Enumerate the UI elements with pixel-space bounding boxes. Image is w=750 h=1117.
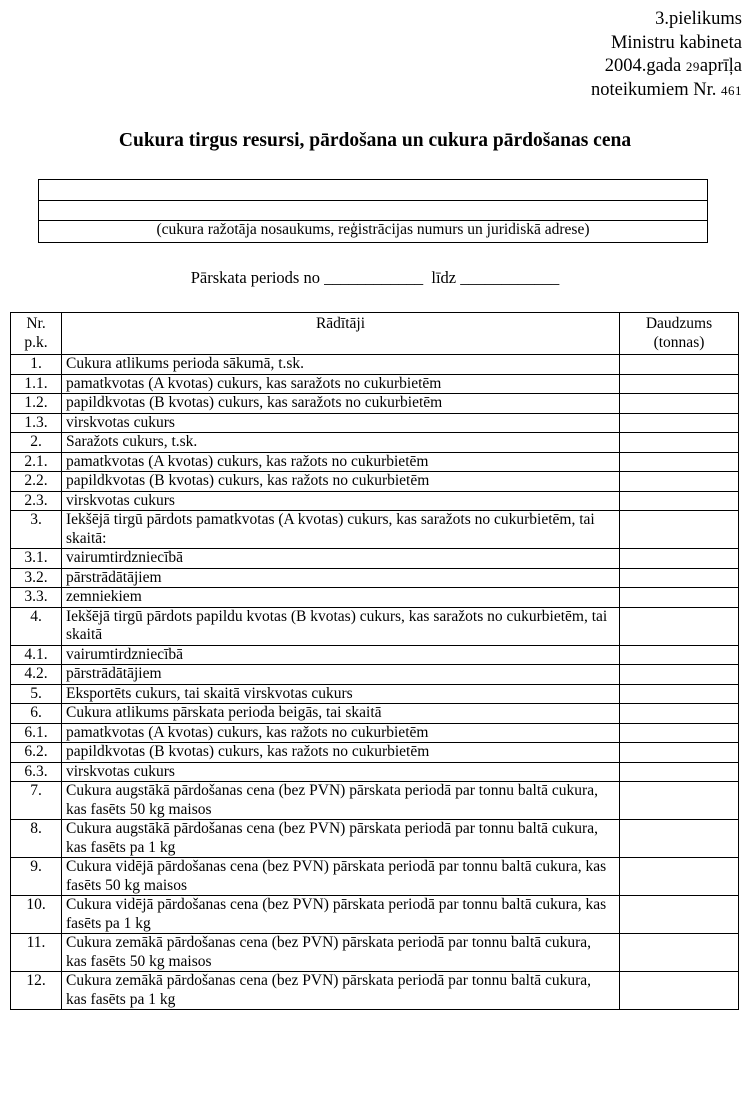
row-number: 10. [11,896,62,934]
table-row [11,762,739,782]
row-indicator: pamatkvotas (A kvotas) cukurs, kas ražots no cukurbietēm [62,723,620,743]
row-number: 3. [11,511,62,549]
row-indicator: vairumtirdzniecībā [62,549,620,569]
table-row [11,896,739,934]
row-indicator: Cukura augstākā pārdošanas cena (bez PVN) pārskata periodā par tonnu baltā cukura, kas fasēts pa 1 kg [62,820,620,858]
table-row [11,511,739,549]
row-quantity-cell[interactable] [620,896,739,934]
producer-caption: (cukura ražotāja nosaukums, reģistrācijas numurs un juridiskā adrese) [156,221,590,238]
table-row [11,743,739,763]
table-row [11,665,739,685]
row-quantity-cell[interactable] [620,743,739,763]
table-row [11,782,739,820]
row-indicator: Cukura atlikums perioda sākumā, t.sk. [62,355,620,375]
row-quantity-cell[interactable] [620,472,739,492]
period-from-blank: ____________ [324,268,424,287]
row-indicator: Cukura atlikums pārskata perioda beigās, tai skaitā [62,704,620,724]
producer-info-box [38,179,708,243]
table-row [11,433,739,453]
table-row [11,934,739,972]
row-indicator: Cukura vidējā pārdošanas cena (bez PVN) pārskata periodā par tonnu baltā cukura, kas fasēts pa 1 kg [62,896,620,934]
producer-line-1 [39,200,707,201]
row-quantity-cell[interactable] [620,588,739,608]
row-quantity-cell[interactable] [620,723,739,743]
row-quantity-cell[interactable] [620,394,739,414]
row-quantity-cell[interactable] [620,549,739,569]
row-indicator: pārstrādātājiem [62,568,620,588]
row-indicator: papildkvotas (B kvotas) cukurs, kas ražots no cukurbietēm [62,472,620,492]
annex-regulation [522,79,742,103]
row-number: 2.3. [11,491,62,511]
row-indicator: papildkvotas (B kvotas) cukurs, kas saražots no cukurbietēm [62,394,620,414]
row-number: 8. [11,820,62,858]
row-quantity-cell[interactable] [620,762,739,782]
reporting-period [0,268,750,288]
annex-month: aprīļa [699,56,742,76]
annex-issuer: Ministru kabineta [610,32,742,53]
row-number: 6. [11,704,62,724]
row-quantity-cell[interactable] [620,374,739,394]
row-number: 2.1. [11,452,62,472]
row-quantity-cell[interactable] [620,433,739,453]
table-header-row [11,313,739,355]
row-number: 5. [11,684,62,704]
row-quantity-cell[interactable] [620,607,739,645]
row-number: 4.2. [11,665,62,685]
row-indicator: Iekšējā tirgū pārdots pamatkvotas (A kvotas) cukurs, kas saražots no cukurbietēm, tai skaitā: [62,511,620,549]
row-indicator: virskvotas cukurs [62,491,620,511]
row-number: 1.1. [11,374,62,394]
row-quantity-cell[interactable] [620,645,739,665]
row-number: 2. [11,433,62,453]
row-number: 6.1. [11,723,62,743]
row-number: 6.2. [11,743,62,763]
row-quantity-cell[interactable] [620,858,739,896]
row-quantity-cell[interactable] [620,704,739,724]
table-row [11,645,739,665]
row-number: 6.3. [11,762,62,782]
table-row [11,491,739,511]
row-quantity-cell[interactable] [620,511,739,549]
row-quantity-cell[interactable] [620,355,739,375]
header-nr: Nr. p.k. [11,313,62,355]
table-body [11,355,739,1010]
header-quantity: Daudzums (tonnas) [620,313,739,355]
document-title: Cukura tirgus resursi, pārdošana un cukura pārdošanas cena [118,130,632,151]
annex-regulation-label: noteikumiem Nr. [591,79,717,100]
row-number: 3.3. [11,588,62,608]
annex-header [522,8,742,102]
row-indicator: Cukura zemākā pārdošanas cena (bez PVN) pārskata periodā par tonnu baltā cukura, kas fasēts pa 1 kg [62,972,620,1010]
row-indicator: Cukura augstākā pārdošanas cena (bez PVN) pārskata periodā par tonnu baltā cukura, kas fasēts 50 kg maisos [62,782,620,820]
row-indicator: Eksportēts cukurs, tai skaitā virskvotas cukurs [62,684,620,704]
period-from-label: Pārskata periods no [190,268,320,287]
annex-number: 3.pielikums [655,9,742,29]
period-to-label: līdz [431,268,457,287]
table-row [11,413,739,433]
row-indicator: papildkvotas (B kvotas) cukurs, kas ražots no cukurbietēm [62,743,620,763]
row-indicator: pamatkvotas (A kvotas) cukurs, kas ražots no cukurbietēm [62,452,620,472]
table-row [11,684,739,704]
table-row [11,972,739,1010]
row-number: 7. [11,782,62,820]
row-number: 1. [11,355,62,375]
row-number: 2.2. [11,472,62,492]
row-indicator: pamatkvotas (A kvotas) cukurs, kas saražots no cukurbietēm [62,374,620,394]
row-quantity-cell[interactable] [620,413,739,433]
row-indicator: zemniekiem [62,588,620,608]
table-row [11,723,739,743]
row-number: 9. [11,858,62,896]
row-indicator: virskvotas cukurs [62,413,620,433]
table-row [11,820,739,858]
row-quantity-cell[interactable] [620,972,739,1010]
row-number: 4. [11,607,62,645]
row-quantity-cell[interactable] [620,684,739,704]
row-number: 12. [11,972,62,1010]
table-row [11,704,739,724]
row-number: 3.1. [11,549,62,569]
row-quantity-cell[interactable] [620,934,739,972]
table-row [11,374,739,394]
row-quantity-cell[interactable] [620,568,739,588]
table-row [11,568,739,588]
table-row [11,355,739,375]
row-quantity-cell[interactable] [620,665,739,685]
row-number: 3.2. [11,568,62,588]
row-number: 1.3. [11,413,62,433]
table-row [11,588,739,608]
row-indicator: Cukura vidējā pārdošanas cena (bez PVN) pārskata periodā par tonnu baltā cukura, kas fasēts 50 kg maisos [62,858,620,896]
table-row [11,858,739,896]
annex-regulation-number: 461 [721,82,742,98]
period-to-blank: ____________ [460,268,560,287]
table-row [11,549,739,569]
row-quantity-cell[interactable] [620,782,739,820]
row-number: 1.2. [11,394,62,414]
table-row [11,607,739,645]
report-table [10,312,739,1010]
table-row [11,452,739,472]
annex-date [522,55,742,79]
row-indicator: pārstrādātājiem [62,665,620,685]
annex-year: 2004.gada [604,56,682,76]
header-indicator: Rādītāji [62,313,620,355]
row-indicator: Saražots cukurs, t.sk. [62,433,620,453]
row-number: 11. [11,934,62,972]
table-row [11,472,739,492]
annex-day: 29 [685,59,700,74]
row-indicator: vairumtirdzniecībā [62,645,620,665]
row-quantity-cell[interactable] [620,820,739,858]
row-number: 4.1. [11,645,62,665]
row-quantity-cell[interactable] [620,491,739,511]
table-row [11,394,739,414]
row-indicator: virskvotas cukurs [62,762,620,782]
row-quantity-cell[interactable] [620,452,739,472]
row-indicator: Cukura zemākā pārdošanas cena (bez PVN) pārskata periodā par tonnu baltā cukura, kas fasēts 50 kg maisos [62,934,620,972]
row-indicator: Iekšējā tirgū pārdots papildu kvotas (B kvotas) cukurs, kas saražots no cukurbietēm, tai skaitā [62,607,620,645]
